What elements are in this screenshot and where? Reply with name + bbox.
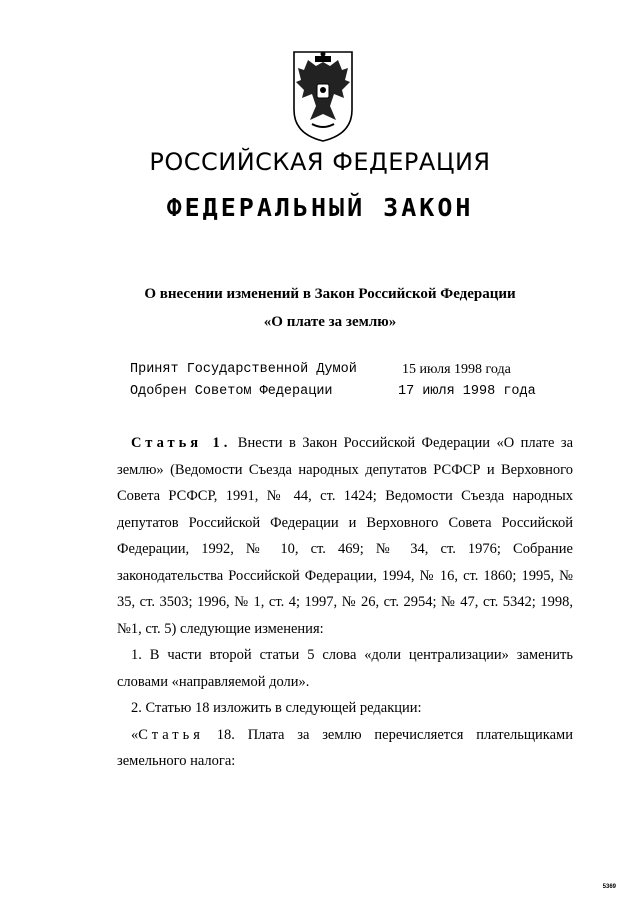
adopted-by-duma-date: 15 июля 1998 года (402, 362, 511, 377)
approved-by-council-label: Одобрен Советом Федерации (130, 384, 333, 399)
quote-open-mark: « (131, 726, 139, 743)
law-title-line-2: «О плате за землю» (263, 314, 397, 330)
page-number: 5369 (602, 884, 616, 890)
law-body (117, 430, 573, 775)
coat-of-arms-emblem (290, 48, 356, 144)
article-1-paragraph (117, 430, 573, 642)
country-name: РОССИЙСКАЯ ФЕДЕРАЦИЯ (149, 148, 491, 176)
adopted-by-duma-label: Принят Государственной Думой (130, 362, 357, 377)
article-1-text: Внести в Закон Российской Федерации «О плате за землю» (Ведомости Съезда народных депутатов РСФСР и Верховного Совета РСФСР, 1991, № 44, ст. 1424; Ведомости Съезда народных депутатов Российской Федерации и Верховного Совета Российской Федерации, 1992, № 10, ст. 469; № 34, ст. 1976; Собрание законодательства Российской Федерации, 1994, № 16, ст. 1860; 1995, № 35, ст. 3503; 1996, № 1, ст. 4; 1997, № 26, ст. 2954; № 47, ст. 5342; 1998, №1, ст. 5) следующие изменения: (117, 435, 574, 637)
law-title-line-1: О внесении изменений в Закон Российской Федерации (144, 286, 516, 302)
document-type: ФЕДЕРАЛЬНЫЙ ЗАКОН (166, 193, 474, 222)
item-2-paragraph: 2. Статью 18 изложить в следующей редакции: (131, 700, 422, 716)
quoted-article-text: 18. Плата за землю перечисляется плательщиками земельного налога: (117, 726, 573, 769)
quoted-article-paragraph (117, 722, 573, 775)
quoted-article-heading: Статья (138, 726, 204, 743)
item-1-paragraph: 1. В части второй статьи 5 слова «доли централизации» заменить словами «направляемой доли». (117, 647, 573, 690)
approved-by-council-date: 17 июля 1998 года (398, 384, 536, 399)
article-1-heading: Статья 1. (131, 435, 232, 451)
